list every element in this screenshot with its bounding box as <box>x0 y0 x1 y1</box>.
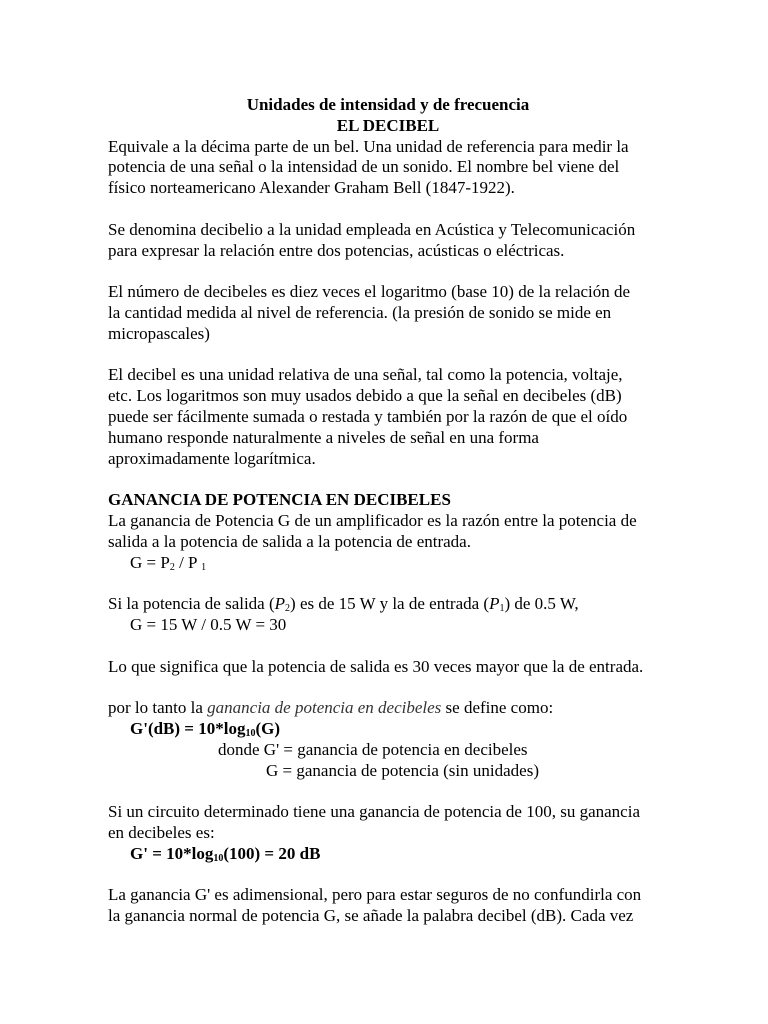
document-subtitle: EL DECIBEL <box>336 115 440 135</box>
paragraph-gain-intro <box>108 511 668 553</box>
paragraph-meaning: Lo que significa que la potencia de salida es 30 veces mayor que la de entrada. <box>108 656 644 676</box>
paragraph-decibelio <box>108 220 668 262</box>
paragraph-example: Si la potencia de salida $(P_2)$ es de 15 W y la de entrada $(P_1)$ de 0.5 W, <box>108 594 579 615</box>
paragraph-circuit <box>108 802 668 844</box>
text-line: El número de decibeles es diez veces el logaritmo (base 10) de la relación de <box>108 282 631 302</box>
formula-gain-ratio: $G = P_2 / P$ $_1$ <box>130 552 207 573</box>
text-line: salida a la potencia de salida a la potencia de entrada. <box>108 531 471 551</box>
section-heading: GANANCIA DE POTENCIA EN DECIBELES <box>108 490 451 510</box>
text-line: aproximadamente logarítmica. <box>108 448 316 468</box>
text-line: en decibeles es: <box>108 822 215 842</box>
text-line: puede ser fácilmente sumada o restada y también por la razón de que el oído <box>108 406 628 426</box>
formula-legend-gdb: donde G' = ganancia de potencia en decibeles <box>218 739 528 759</box>
text-line: micropascales) <box>108 323 210 343</box>
paragraph-closing <box>108 885 668 927</box>
formula-gain-100: $G' = 10*\log_{10}(100) = 20$ dB <box>130 843 321 864</box>
text-line: potencia de una señal o la intensidad de un sonido. El nombre bel viene del <box>108 157 620 177</box>
document-title: Unidades de intensidad y de frecuencia <box>246 95 530 114</box>
text-line: la ganancia normal de potencia G, se añade la palabra decibel (dB). Cada vez <box>108 906 634 926</box>
paragraph-definition-db: por lo tanto la ganancia de potencia en decibeles se define como: <box>108 698 554 718</box>
paragraph-logarithm <box>108 282 668 344</box>
paragraph-definition <box>108 137 668 199</box>
formula-legend-g: G = ganancia de potencia (sin unidades) <box>266 760 539 780</box>
text-line: La ganancia G' es adimensional, pero para estar seguros de no confundirla con <box>108 885 642 905</box>
text-line: Equivale a la décima parte de un bel. Una unidad de referencia para medir la <box>108 136 629 156</box>
text-line: la cantidad medida al nivel de referencia. (la presión de sonido se mide en <box>108 302 612 322</box>
text-line: para expresar la relación entre dos potencias, acústicas o eléctricas. <box>108 240 565 260</box>
text-line: humano responde naturalmente a niveles de señal en una forma <box>108 427 539 447</box>
formula-gain-example: G = 15 W / 0.5 W = 30 <box>130 614 287 634</box>
formula-gain-db: $G'(dB) = 10*\log_{10}(G)$ <box>130 718 281 739</box>
text-line: etc. Los logaritmos son muy usados debido a que la señal en decibeles (dB) <box>108 386 622 406</box>
paragraph-relative-unit <box>108 365 668 469</box>
text-line: físico norteamericano Alexander Graham Bell (1847-1922). <box>108 178 515 198</box>
gain-term: ganancia de potencia en decibeles <box>207 698 442 718</box>
text-line: El decibel es una unidad relativa de una señal, tal como la potencia, voltaje, <box>108 365 623 385</box>
text-line: Se denomina decibelio a la unidad empleada en Acústica y Telecomunicación <box>108 219 636 239</box>
text-line: Si un circuito determinado tiene una ganancia de potencia de 100, su ganancia <box>108 802 640 822</box>
text-line: La ganancia de Potencia G de un amplificador es la razón entre la potencia de <box>108 510 637 530</box>
